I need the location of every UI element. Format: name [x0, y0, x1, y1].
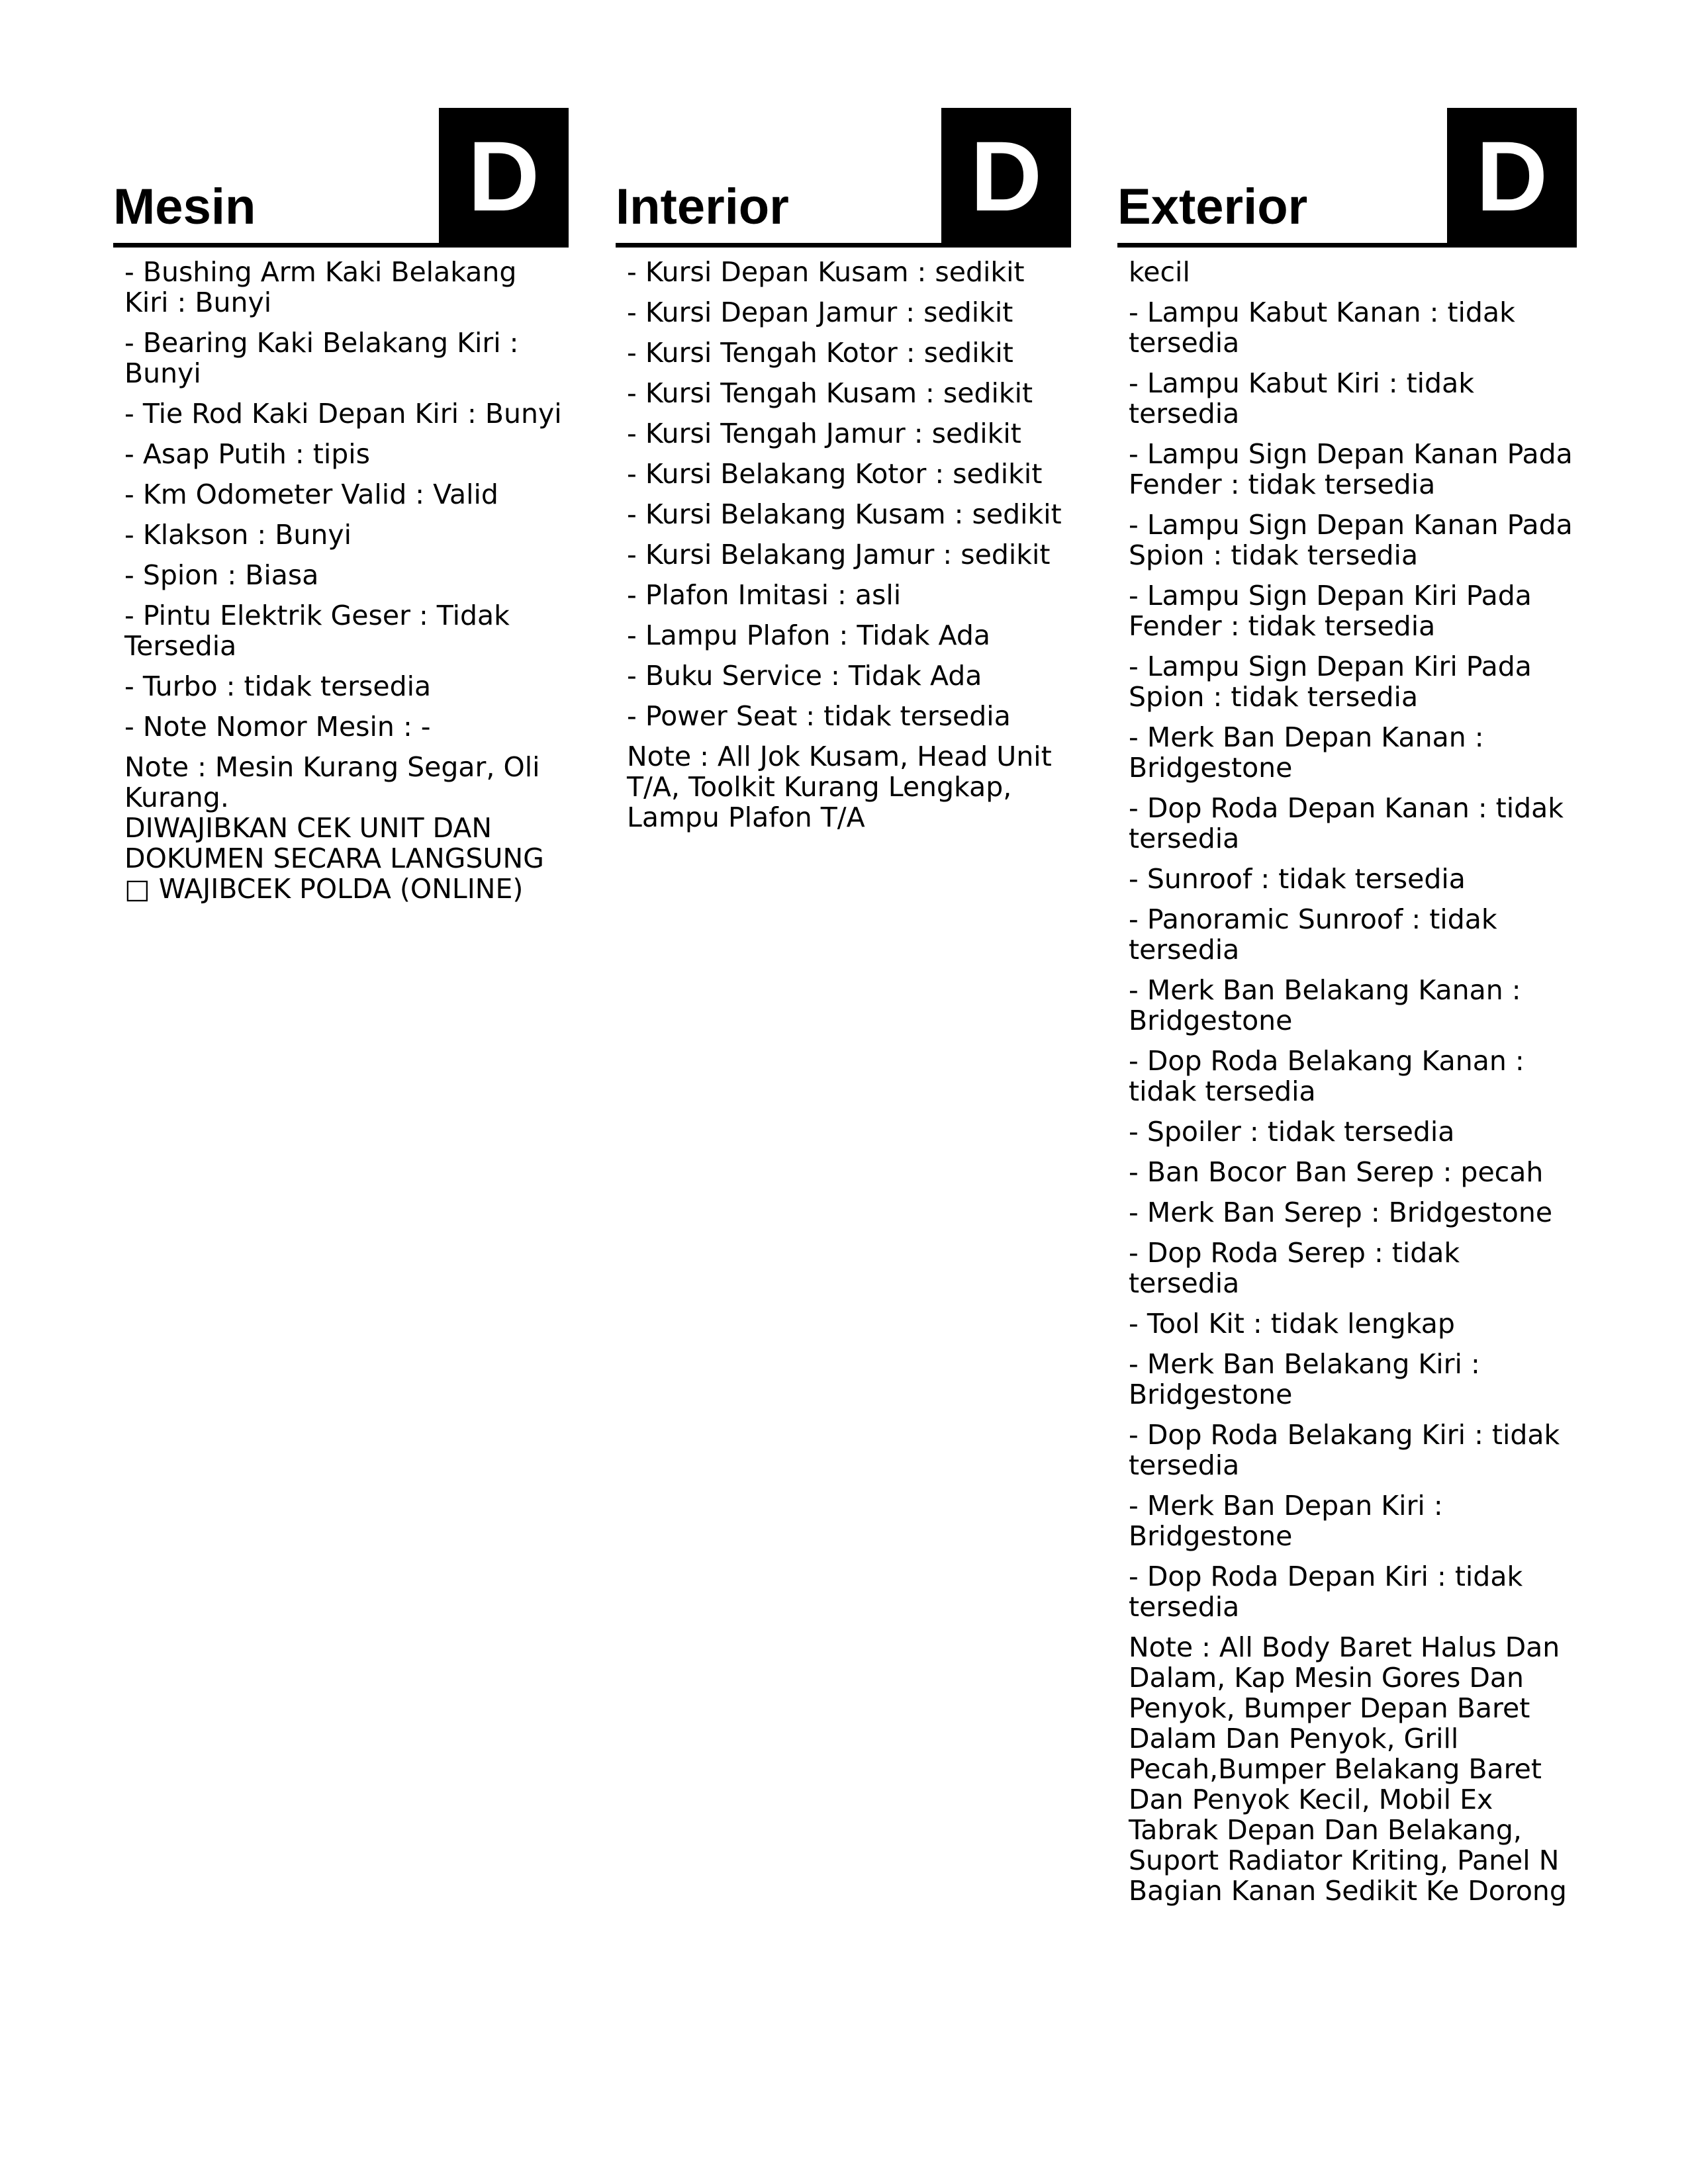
- list-item: - Lampu Sign Depan Kanan Pada Spion : tidak tersedia: [1129, 509, 1573, 571]
- list-item: - Dop Roda Belakang Kiri : tidak tersedia: [1129, 1419, 1560, 1481]
- list-item: - Plafon Imitasi : asli: [627, 579, 902, 611]
- list-item: kecil: [1129, 256, 1190, 288]
- section-note: Note : Mesin Kurang Segar, Oli Kurang. DIWAJIBKAN CEK UNIT DAN DOKUMEN SECARA LANGSUNG □ WAJIBCEK POLDA (ONLINE): [124, 751, 544, 905]
- section-note: Note : All Jok Kusam, Head Unit T/A, Toolkit Kurang Lengkap, Lampu Plafon T/A: [627, 741, 1060, 833]
- list-item: - Note Nomor Mesin : -: [124, 711, 431, 743]
- list-item: - Merk Ban Depan Kiri : Bridgestone: [1129, 1490, 1443, 1552]
- header-divider: [1117, 243, 1577, 248]
- list-item: - Dop Roda Belakang Kanan : tidak tersedia: [1129, 1045, 1524, 1107]
- list-item: - Bushing Arm Kaki Belakang Kiri : Bunyi: [124, 256, 517, 318]
- list-item: - Asap Putih : tipis: [124, 438, 370, 470]
- list-item: - Kursi Tengah Kusam : sedikit: [627, 377, 1033, 409]
- list-item: - Merk Ban Depan Kanan : Bridgestone: [1129, 721, 1484, 784]
- list-item: - Merk Ban Belakang Kiri : Bridgestone: [1129, 1348, 1480, 1410]
- list-item: - Turbo : tidak tersedia: [124, 670, 432, 702]
- inspection-list: [1129, 257, 1577, 1916]
- list-item: - Spion : Biasa: [124, 559, 319, 591]
- list-item: - Kursi Depan Jamur : sedikit: [627, 296, 1013, 328]
- list-item: - Lampu Kabut Kiri : tidak tersedia: [1129, 367, 1474, 430]
- list-item: - Lampu Sign Depan Kiri Pada Fender : tidak tersedia: [1129, 580, 1532, 642]
- list-item: - Sunroof : tidak tersedia: [1129, 863, 1466, 895]
- list-item: - Km Odometer Valid : Valid: [124, 478, 498, 510]
- list-item: - Kursi Tengah Jamur : sedikit: [627, 418, 1021, 449]
- list-item: - Kursi Belakang Kusam : sedikit: [627, 498, 1062, 530]
- list-item: - Lampu Sign Depan Kiri Pada Spion : tidak tersedia: [1129, 651, 1532, 713]
- list-item: - Kursi Tengah Kotor : sedikit: [627, 337, 1013, 369]
- list-item: - Klakson : Bunyi: [124, 519, 352, 551]
- list-item: - Lampu Kabut Kanan : tidak tersedia: [1129, 296, 1515, 359]
- list-item: - Pintu Elektrik Geser : Tidak Tersedia: [124, 600, 510, 662]
- section-header: [616, 108, 1071, 247]
- grade-badge: D: [941, 108, 1071, 244]
- list-item: - Merk Ban Belakang Kanan : Bridgestone: [1129, 974, 1521, 1036]
- section-title: Mesin: [113, 179, 256, 235]
- list-item: - Kursi Belakang Jamur : sedikit: [627, 539, 1051, 570]
- section-title: Interior: [616, 179, 789, 235]
- section-header: [113, 108, 569, 247]
- list-item: - Kursi Belakang Kotor : sedikit: [627, 458, 1043, 490]
- list-item: - Dop Roda Serep : tidak tersedia: [1129, 1237, 1460, 1299]
- inspection-list: [124, 257, 569, 914]
- grade-badge: D: [439, 108, 569, 244]
- list-item: - Tie Rod Kaki Depan Kiri : Bunyi: [124, 398, 562, 430]
- header-divider: [113, 243, 569, 248]
- list-item: - Tool Kit : tidak lengkap: [1129, 1308, 1455, 1340]
- section-header: [1117, 108, 1577, 247]
- list-item: - Lampu Sign Depan Kanan Pada Fender : tidak tersedia: [1129, 438, 1573, 500]
- header-divider: [616, 243, 1071, 248]
- list-item: - Panoramic Sunroof : tidak tersedia: [1129, 903, 1497, 966]
- list-item: - Lampu Plafon : Tidak Ada: [627, 619, 990, 651]
- list-item: - Dop Roda Depan Kiri : tidak tersedia: [1129, 1561, 1523, 1623]
- list-item: - Bearing Kaki Belakang Kiri : Bunyi: [124, 327, 519, 389]
- grade-badge: D: [1447, 108, 1577, 244]
- section-note: Note : All Body Baret Halus Dan Dalam, Kap Mesin Gores Dan Penyok, Bumper Depan Baret Dalam Dan Penyok, Grill Pecah,Bumper Belakang Baret Dan Penyok Kecil, Mobil Ex Tabrak Depan Dan Belakang, Suport Radiator Kriting, Panel N Bagian Kanan Sedikit Ke Dorong: [1129, 1631, 1569, 1907]
- list-item: - Spoiler : tidak tersedia: [1129, 1116, 1455, 1148]
- list-item: - Power Seat : tidak tersedia: [627, 700, 1011, 732]
- list-item: - Merk Ban Serep : Bridgestone: [1129, 1197, 1553, 1228]
- list-item: - Kursi Depan Kusam : sedikit: [627, 256, 1025, 288]
- list-item: - Ban Bocor Ban Serep : pecah: [1129, 1156, 1544, 1188]
- inspection-list: [627, 257, 1071, 842]
- list-item: - Buku Service : Tidak Ada: [627, 660, 982, 692]
- list-item: - Dop Roda Depan Kanan : tidak tersedia: [1129, 792, 1564, 854]
- section-title: Exterior: [1117, 179, 1308, 235]
